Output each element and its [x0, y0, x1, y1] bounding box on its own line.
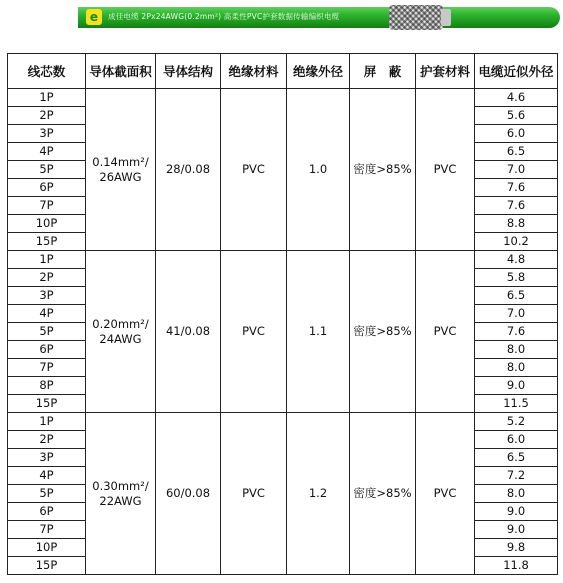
- braided-shield-image: [389, 5, 443, 30]
- cores-cell: 2P: [8, 269, 86, 287]
- jacket-material-cell: PVC: [416, 251, 475, 413]
- conductor-area-awg: 24AWG: [99, 331, 142, 346]
- cable-od-cell: 8.0: [475, 341, 558, 359]
- cable-banner: [0, 0, 563, 36]
- cable-end-image: [441, 9, 451, 26]
- cable-od-cell: 6.5: [475, 143, 558, 161]
- cable-od-cell: 6.5: [475, 449, 558, 467]
- header-insulation-material: 绝缘材料: [221, 54, 287, 89]
- cores-cell: 10P: [8, 215, 86, 233]
- table-row: [8, 89, 558, 107]
- cores-cell: 6P: [8, 341, 86, 359]
- cores-cell: 1P: [8, 89, 86, 107]
- insulation-material-cell: PVC: [221, 413, 287, 575]
- conductor-area-cell: [86, 413, 156, 575]
- cores-cell: 3P: [8, 449, 86, 467]
- cable-od-cell: 8.0: [475, 359, 558, 377]
- header-shield: 屏 蔽: [350, 54, 416, 89]
- insulation-od-cell: 1.0: [287, 89, 350, 251]
- header-cable-od: 电缆近似外径: [475, 54, 558, 89]
- cores-cell: 4P: [8, 143, 86, 161]
- shield-cell: 密度>85%: [350, 251, 416, 413]
- cores-cell: 15P: [8, 557, 86, 575]
- conductor-area-cell: [86, 251, 156, 413]
- cable-od-cell: 4.6: [475, 89, 558, 107]
- insulation-od-cell: 1.1: [287, 251, 350, 413]
- cores-cell: 1P: [8, 251, 86, 269]
- cores-cell: 3P: [8, 287, 86, 305]
- shield-cell: 密度>85%: [350, 413, 416, 575]
- cable-od-cell: 11.8: [475, 557, 558, 575]
- cable-od-cell: 6.0: [475, 431, 558, 449]
- cable-od-cell: 7.6: [475, 197, 558, 215]
- cores-cell: 15P: [8, 395, 86, 413]
- cores-cell: 7P: [8, 359, 86, 377]
- cores-cell: 5P: [8, 161, 86, 179]
- cores-cell: 3P: [8, 125, 86, 143]
- cable-od-cell: 5.8: [475, 269, 558, 287]
- insulation-material-cell: PVC: [221, 89, 287, 251]
- cores-cell: 4P: [8, 305, 86, 323]
- cable-od-cell: 7.6: [475, 323, 558, 341]
- cable-od-cell: 8.8: [475, 215, 558, 233]
- header-insulation-od: 绝缘外径: [287, 54, 350, 89]
- cores-cell: 15P: [8, 233, 86, 251]
- conductor-area-cell: [86, 89, 156, 251]
- conductor-structure-cell: 41/0.08: [156, 251, 221, 413]
- cable-od-cell: 6.0: [475, 125, 558, 143]
- cable-od-cell: 11.5: [475, 395, 558, 413]
- cores-cell: 6P: [8, 179, 86, 197]
- cable-od-cell: 6.5: [475, 287, 558, 305]
- spec-table-body: [8, 89, 558, 575]
- cores-cell: 1P: [8, 413, 86, 431]
- cable-od-cell: 4.8: [475, 251, 558, 269]
- cores-cell: 7P: [8, 197, 86, 215]
- cores-cell: 7P: [8, 521, 86, 539]
- conductor-area-mm: 0.20mm²/: [92, 316, 149, 331]
- cable-od-cell: 7.0: [475, 305, 558, 323]
- brand-logo-icon: e: [86, 9, 102, 25]
- header-row: [8, 54, 558, 89]
- jacket-material-cell: PVC: [416, 413, 475, 575]
- cable-od-cell: 5.6: [475, 107, 558, 125]
- cores-cell: 2P: [8, 107, 86, 125]
- spec-table: [7, 53, 558, 575]
- header-cores: 线芯数: [8, 54, 86, 89]
- cable-od-cell: 7.2: [475, 467, 558, 485]
- conductor-area-awg: 26AWG: [99, 169, 142, 184]
- cable-od-cell: 9.8: [475, 539, 558, 557]
- jacket-material-cell: PVC: [416, 89, 475, 251]
- cable-od-cell: 7.0: [475, 161, 558, 179]
- shield-cell: 密度>85%: [350, 89, 416, 251]
- header-conductor-structure: 导体结构: [156, 54, 221, 89]
- cores-cell: 4P: [8, 467, 86, 485]
- cores-cell: 2P: [8, 431, 86, 449]
- header-jacket-material: 护套材料: [416, 54, 475, 89]
- cable-print-text: 成佳电缆 2Px24AWG(0.2mm²) 高柔性PVC护套数据传输编织电缆: [108, 12, 340, 21]
- insulation-od-cell: 1.2: [287, 413, 350, 575]
- conductor-structure-cell: 60/0.08: [156, 413, 221, 575]
- cable-od-cell: 10.2: [475, 233, 558, 251]
- conductor-area-mm: 0.14mm²/: [92, 154, 149, 169]
- cable-od-cell: 9.0: [475, 521, 558, 539]
- table-row: [8, 251, 558, 269]
- cores-cell: 5P: [8, 485, 86, 503]
- conductor-area-mm: 0.30mm²/: [92, 478, 149, 493]
- insulation-material-cell: PVC: [221, 251, 287, 413]
- cores-cell: 8P: [8, 377, 86, 395]
- cable-od-cell: 8.0: [475, 485, 558, 503]
- conductor-area-awg: 22AWG: [99, 493, 142, 508]
- conductor-structure-cell: 28/0.08: [156, 89, 221, 251]
- cable-od-cell: 9.0: [475, 377, 558, 395]
- cable-od-cell: 5.2: [475, 413, 558, 431]
- table-row: [8, 413, 558, 431]
- cable-od-cell: 9.0: [475, 503, 558, 521]
- cable-od-cell: 7.6: [475, 179, 558, 197]
- header-conductor-area: 导体截面积: [86, 54, 156, 89]
- cores-cell: 6P: [8, 503, 86, 521]
- cores-cell: 10P: [8, 539, 86, 557]
- cores-cell: 5P: [8, 323, 86, 341]
